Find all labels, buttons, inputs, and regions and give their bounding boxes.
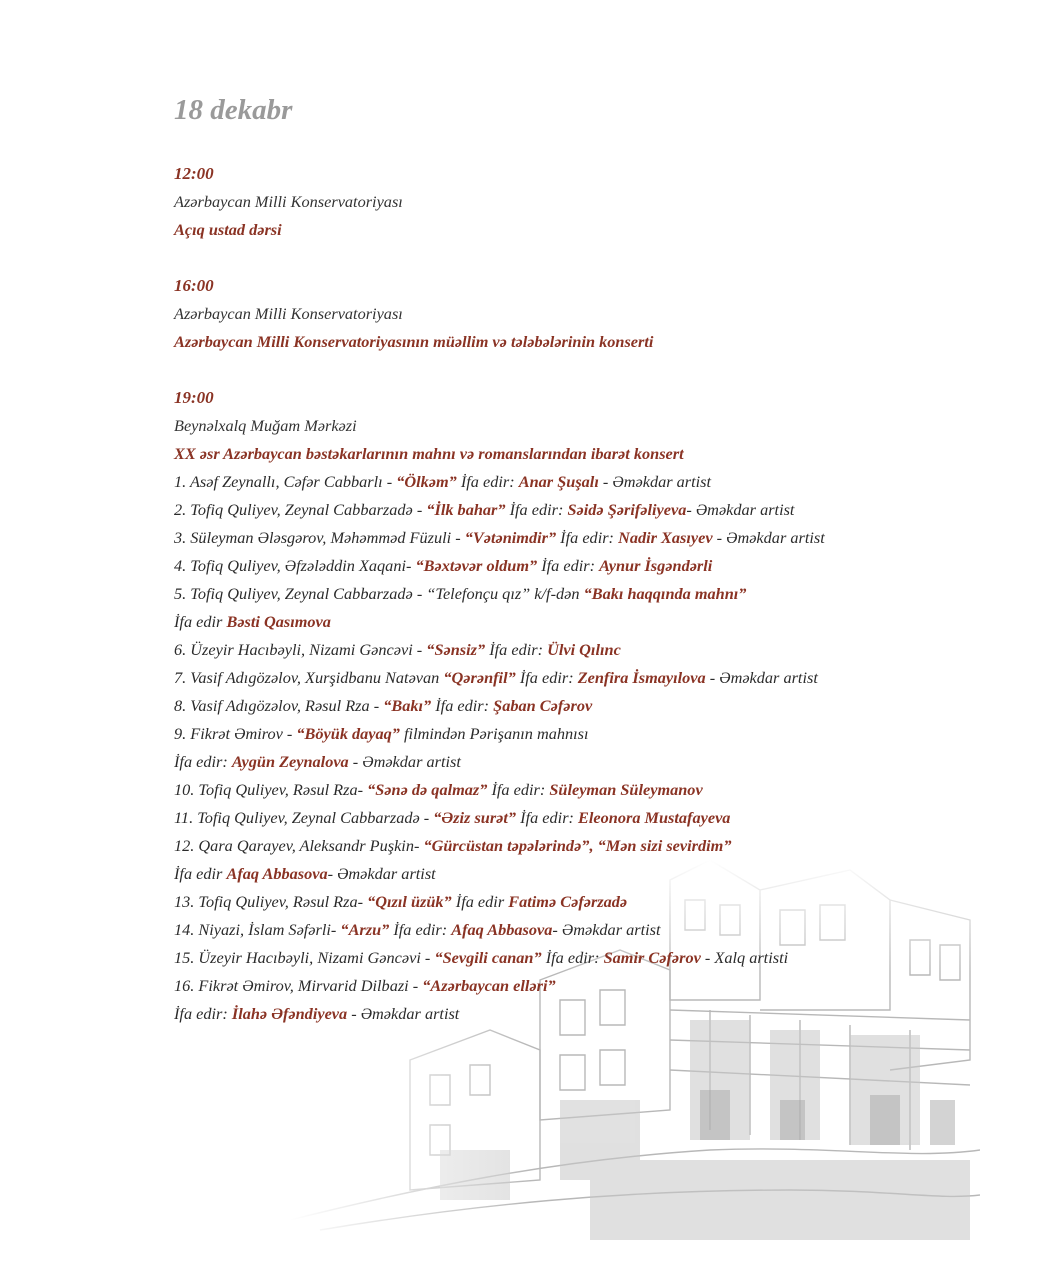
program-item-text: 2. Tofiq Quliyev, Zeynal Cabbarzadə - — [174, 500, 427, 519]
program-item-text: İfa edir — [451, 892, 509, 911]
program-item-highlight: Afaq Abbasova — [226, 864, 328, 883]
program-item-highlight: Aygün Zeynalova — [231, 752, 349, 771]
program-item — [174, 552, 1014, 580]
program-item-highlight: İlahə Əfəndiyeva — [231, 1004, 348, 1023]
program-item — [174, 944, 1014, 972]
program-item-highlight: Nadir Xasıyev — [618, 528, 713, 547]
program-item-highlight: “Sevgili canan” — [434, 948, 542, 967]
program-item-text: İfa edir — [174, 612, 227, 631]
session-venue: Beynəlxalq Muğam Mərkəzi — [174, 416, 357, 435]
program-item-text: 10. Tofiq Quliyev, Rəsul Rza- — [174, 780, 368, 799]
program-item — [174, 720, 1014, 748]
program-item — [174, 832, 1014, 860]
session-time: 19:00 — [174, 388, 214, 407]
program-item-text: 4. Tofiq Quliyev, Əfzələddin Xaqani- — [174, 556, 416, 575]
program-item-text: İfa edir — [174, 864, 227, 883]
program-item-text: İfa edir: — [389, 920, 452, 939]
program-item-text: - Əməkdar artist — [552, 920, 661, 939]
program-item-highlight: Anar Şuşalı — [518, 472, 599, 491]
program-item — [174, 524, 1014, 552]
program-item — [174, 608, 1014, 636]
program-item-highlight: “Sənə də qalmaz” — [367, 780, 488, 799]
program-item-highlight: “Qərənfil” — [443, 668, 516, 687]
program-item-highlight: “Qızıl üzük” — [367, 892, 452, 911]
program-item-text: İfa edir: — [505, 500, 568, 519]
program-item-highlight: “Arzu” — [340, 920, 390, 939]
program-item — [174, 776, 1014, 804]
program-item-text: 13. Tofiq Quliyev, Rəsul Rza- — [174, 892, 368, 911]
program-item-highlight: Bəsti Qasımova — [226, 612, 331, 631]
program-item-text: İfa edir: — [174, 1004, 232, 1023]
program-item-text: 5. Tofiq Quliyev, Zeynal Cabbarzadə - “Telefonçu qız” k/f-dən — [174, 584, 584, 603]
session-1200 — [174, 160, 1014, 244]
program-item-text: 16. Fikrət Əmirov, Mirvarid Dilbazi - — [174, 976, 423, 995]
program-item-text: İfa edir: — [556, 528, 619, 547]
program-item-highlight: Səidə Şərifəliyeva — [567, 500, 687, 519]
program-item-text: - Əməkdar artist — [327, 864, 436, 883]
program-item-highlight: Zenfira İsmayılova — [577, 668, 706, 687]
session-time: 12:00 — [174, 164, 214, 183]
program-item-text: İfa edir: — [174, 752, 232, 771]
session-1600 — [174, 272, 1014, 356]
concert-program-list — [174, 468, 1014, 1028]
program-item — [174, 972, 1014, 1000]
program-item-text: - Əməkdar artist — [712, 528, 825, 547]
program-item-text: 11. Tofiq Quliyev, Zeynal Cabbarzadə - — [174, 808, 434, 827]
program-item-highlight: “Ölkəm” — [396, 472, 457, 491]
program-item-text: - Əməkdar artist — [705, 668, 818, 687]
program-item-highlight: Süleyman Süleymanov — [549, 780, 703, 799]
program-item-text: 6. Üzeyir Hacıbəyli, Nizami Gəncəvi - — [174, 640, 427, 659]
program-item-highlight: Şaban Cəfərov — [493, 696, 593, 715]
program-item-highlight: “İlk bahar” — [426, 500, 506, 519]
program-item-highlight: Eleonora Mustafayeva — [578, 808, 731, 827]
program-item-text: İfa edir: — [537, 556, 600, 575]
program-item — [174, 496, 1014, 524]
program-item-text: 1. Asəf Zeynallı, Cəfər Cabbarlı - — [174, 472, 397, 491]
program-item-highlight: “Gürcüstan təpələrində”, “Mən sizi sevirdim” — [423, 836, 732, 855]
program-item-highlight: “Bakı” — [383, 696, 432, 715]
session-title: Azərbaycan Milli Konservatoriyasının müəllim və tələbələrinin konserti — [174, 332, 654, 351]
session-title: Açıq ustad dərsi — [174, 220, 282, 239]
program-item-highlight: Fatimə Cəfərzadə — [508, 892, 628, 911]
program-item-text: 14. Niyazi, İslam Səfərli- — [174, 920, 341, 939]
program-item — [174, 748, 1014, 776]
program-item — [174, 1000, 1014, 1028]
program-item-text: filmindən Pərişanın mahnısı — [399, 724, 589, 743]
session-venue: Azərbaycan Milli Konservatoriyası — [174, 192, 403, 211]
page-date-heading: 18 dekabr — [174, 94, 293, 126]
program-item — [174, 692, 1014, 720]
program-item-text: İfa edir: — [431, 696, 494, 715]
program-item-text: - Əməkdar artist — [348, 752, 461, 771]
program-item-text: - Əməkdar artist — [598, 472, 712, 491]
program-item-text: - Xalq artisti — [700, 948, 789, 967]
program-item-highlight: Afaq Abbasova — [451, 920, 553, 939]
program-item-text: - Əməkdar artist — [347, 1004, 460, 1023]
program-item-text: - Əməkdar artist — [686, 500, 795, 519]
program-item — [174, 636, 1014, 664]
program-item — [174, 664, 1014, 692]
program-item-highlight: “Sənsiz” — [426, 640, 486, 659]
program-item-highlight: Samir Cəfərov — [603, 948, 701, 967]
program-item — [174, 888, 1014, 916]
program-item-text: İfa edir: — [485, 640, 548, 659]
program-item-highlight: “Böyük dayaq” — [296, 724, 400, 743]
program-item-text: 7. Vasif Adıgözəlov, Xurşidbanu Natəvan — [174, 668, 444, 687]
program-item — [174, 580, 1014, 608]
session-1900 — [174, 384, 1014, 1028]
program-item-text: 15. Üzeyir Hacıbəyli, Nizami Gəncəvi - — [174, 948, 435, 967]
program-item — [174, 804, 1014, 832]
program-item-text: İfa edir: — [516, 808, 579, 827]
program-item — [174, 860, 1014, 888]
program-item-text: 3. Süleyman Ələsgərov, Məhəmməd Füzuli - — [174, 528, 465, 547]
program-item-highlight: Ülvi Qılınc — [547, 640, 621, 659]
program-item-text: İfa edir: — [456, 472, 519, 491]
program-item-highlight: “Bəxtəvər oldum” — [415, 556, 538, 575]
program-item-text: 8. Vasif Adıgözəlov, Rəsul Rza - — [174, 696, 384, 715]
program-item — [174, 468, 1014, 496]
program-item-text: 9. Fikrət Əmirov - — [174, 724, 297, 743]
program-item-highlight: “Əziz surət” — [433, 808, 517, 827]
program-item — [174, 916, 1014, 944]
session-venue: Azərbaycan Milli Konservatoriyası — [174, 304, 403, 323]
program-item-text: İfa edir: — [487, 780, 550, 799]
program-item-highlight: “Bakı haqqında mahnı” — [583, 584, 747, 603]
session-time: 16:00 — [174, 276, 214, 295]
program-item-highlight: “Azərbaycan elləri” — [422, 976, 556, 995]
program-item-text: İfa edir: — [515, 668, 578, 687]
session-title: XX əsr Azərbaycan bəstəkarlarının mahnı və romanslarından ibarət konsert — [174, 444, 684, 463]
program-item-highlight: “Vətənimdir” — [464, 528, 557, 547]
program-item-text: İfa edir: — [541, 948, 604, 967]
program-item-highlight: Aynur İsgəndərli — [599, 556, 713, 575]
program-item-text: 12. Qara Qarayev, Aleksandr Puşkin- — [174, 836, 424, 855]
